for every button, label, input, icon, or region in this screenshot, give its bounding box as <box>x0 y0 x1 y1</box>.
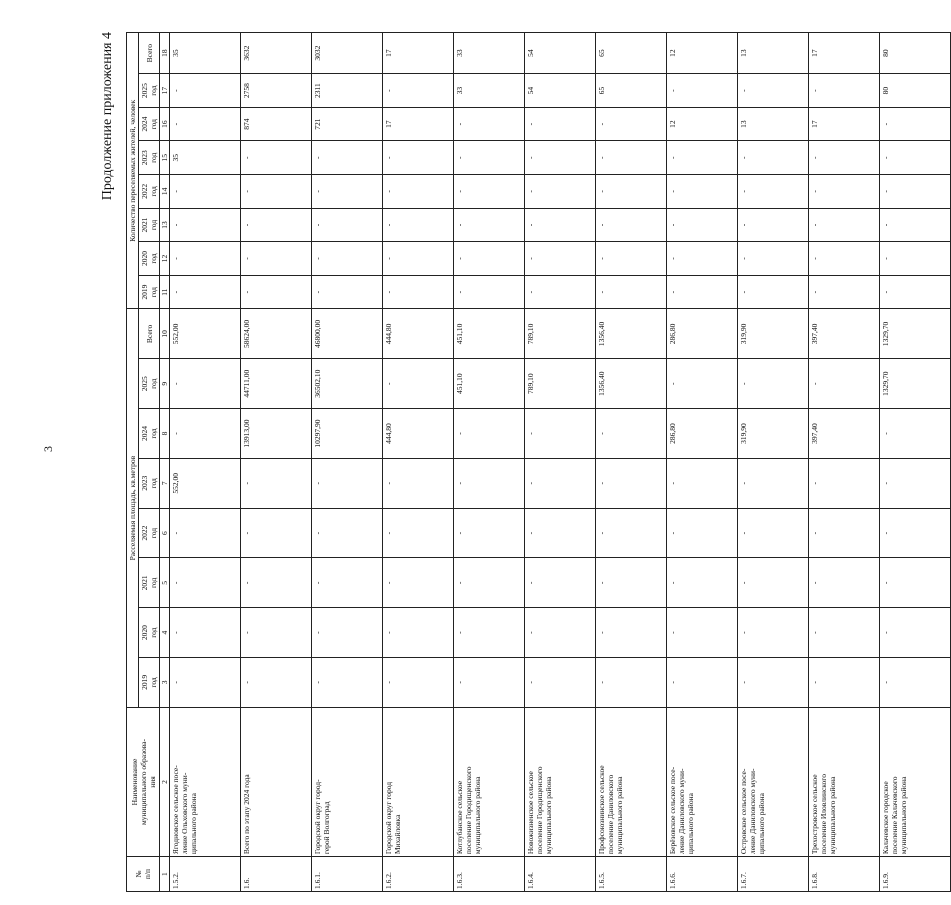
row-number: 1.6.7. <box>738 857 809 892</box>
people-value-cell: - <box>525 242 596 276</box>
area-value-cell: - <box>596 608 667 658</box>
header-area-year-7: 2025 год <box>139 359 160 409</box>
people-value-cell: - <box>880 175 951 209</box>
area-value-cell: - <box>383 359 454 409</box>
people-total-cell: 54 <box>525 33 596 74</box>
people-total-cell: 65 <box>596 33 667 74</box>
column-index-cell: 4 <box>160 608 170 658</box>
area-value-cell: - <box>454 508 525 558</box>
column-index-cell: 16 <box>160 107 170 141</box>
municipality-name: Новожизненское сельское поселение Городищенского муниципального района <box>525 707 596 856</box>
header-people-year-1: 2019 год <box>139 275 160 309</box>
people-value-cell: - <box>241 175 312 209</box>
people-value-cell: - <box>170 242 241 276</box>
table-row <box>809 33 880 892</box>
table-row <box>596 33 667 892</box>
area-value-cell: - <box>312 608 383 658</box>
people-value-cell: - <box>738 208 809 242</box>
area-value-cell: - <box>383 558 454 608</box>
column-index-row <box>160 33 170 892</box>
header-people-year-5: 2023 год <box>139 141 160 175</box>
area-value-cell: - <box>170 409 241 459</box>
people-value-cell: - <box>241 275 312 309</box>
people-value-cell: - <box>596 208 667 242</box>
page-number: 3 <box>41 446 55 452</box>
people-value-cell: - <box>383 275 454 309</box>
area-value-cell: - <box>525 458 596 508</box>
people-total-cell: 17 <box>383 33 454 74</box>
municipality-name: Калачевское городское поселение Калачевского муниципального района <box>880 707 951 856</box>
column-index-cell: 9 <box>160 359 170 409</box>
area-value-cell: - <box>596 658 667 708</box>
area-value-cell: - <box>525 409 596 459</box>
people-value-cell: - <box>170 275 241 309</box>
row-number: 1.6.6. <box>667 857 738 892</box>
area-total-cell: 789,10 <box>525 309 596 359</box>
people-value-cell: - <box>880 208 951 242</box>
people-value-cell: - <box>454 208 525 242</box>
header-number: № п/п <box>127 857 160 892</box>
area-value-cell: 286,80 <box>667 409 738 459</box>
municipality-name: Котлубанское сельское поселение Городищенского муниципального района <box>454 707 525 856</box>
municipality-name: Городской округ город Михайловка <box>383 707 454 856</box>
people-value-cell: - <box>738 175 809 209</box>
area-total-cell: 1329,70 <box>880 309 951 359</box>
area-value-cell: - <box>170 508 241 558</box>
people-value-cell: - <box>667 275 738 309</box>
area-value-cell: 1356,40 <box>596 359 667 409</box>
people-value-cell: - <box>667 74 738 108</box>
people-value-cell: - <box>525 275 596 309</box>
area-value-cell: - <box>525 558 596 608</box>
area-value-cell: - <box>880 608 951 658</box>
area-value-cell: - <box>525 608 596 658</box>
people-value-cell: 65 <box>596 74 667 108</box>
area-total-cell: 58624,00 <box>241 309 312 359</box>
area-value-cell: - <box>170 359 241 409</box>
people-value-cell: 874 <box>241 107 312 141</box>
area-value-cell: - <box>170 558 241 608</box>
column-index-cell: 10 <box>160 309 170 359</box>
people-value-cell: - <box>170 208 241 242</box>
area-value-cell: - <box>596 458 667 508</box>
area-value-cell: - <box>312 558 383 608</box>
column-index-cell: 17 <box>160 74 170 108</box>
area-value-cell: - <box>525 658 596 708</box>
table-row <box>738 33 809 892</box>
people-value-cell: - <box>454 242 525 276</box>
header-people-group: Количество переселяемых жителей, человек <box>127 33 139 309</box>
column-index-cell: 15 <box>160 141 170 175</box>
header-people-year-6: 2024 год <box>139 107 160 141</box>
table-row <box>383 33 454 892</box>
municipality-name: Трехостровское сельское поселение Иловлинского муниципального района <box>809 707 880 856</box>
people-value-cell: 33 <box>454 74 525 108</box>
column-index-cell: 8 <box>160 409 170 459</box>
area-value-cell: - <box>454 608 525 658</box>
row-number: 1.6.8. <box>809 857 880 892</box>
area-value-cell: 13913,00 <box>241 409 312 459</box>
people-value-cell: 2758 <box>241 74 312 108</box>
people-value-cell: - <box>241 208 312 242</box>
area-value-cell: - <box>596 409 667 459</box>
people-value-cell: - <box>383 74 454 108</box>
column-index-cell: 13 <box>160 208 170 242</box>
row-number: 1.6.1. <box>312 857 383 892</box>
area-total-cell: 552,00 <box>170 309 241 359</box>
header-area-year-1: 2019 год <box>139 658 160 708</box>
column-index-cell: 5 <box>160 558 170 608</box>
people-value-cell: - <box>738 141 809 175</box>
people-value-cell: - <box>809 74 880 108</box>
people-value-cell: - <box>596 275 667 309</box>
area-value-cell: - <box>667 558 738 608</box>
people-value-cell: 35 <box>170 141 241 175</box>
people-value-cell: - <box>454 107 525 141</box>
header-area-total: Всего <box>139 309 160 359</box>
header-area-year-4: 2022 год <box>139 508 160 558</box>
header-municipality-name: Наименование муниципального образова- ния <box>127 707 160 856</box>
people-total-cell: 3032 <box>312 33 383 74</box>
area-value-cell: 10297,90 <box>312 409 383 459</box>
people-value-cell: - <box>454 275 525 309</box>
area-value-cell: - <box>809 658 880 708</box>
people-value-cell: - <box>880 242 951 276</box>
people-value-cell: 17 <box>383 107 454 141</box>
people-value-cell: - <box>312 275 383 309</box>
table-row <box>525 33 596 892</box>
people-total-cell: 35 <box>170 33 241 74</box>
area-value-cell: - <box>454 458 525 508</box>
people-value-cell: - <box>809 275 880 309</box>
header-people-year-7: 2025 год <box>139 74 160 108</box>
people-total-cell: 80 <box>880 33 951 74</box>
area-total-cell: 444,80 <box>383 309 454 359</box>
area-value-cell: - <box>880 458 951 508</box>
header-people-year-3: 2021 год <box>139 208 160 242</box>
people-value-cell: - <box>880 275 951 309</box>
municipality-name: Островское сельское посе- ление Даниловского муни- ципального района <box>738 707 809 856</box>
people-value-cell: - <box>170 175 241 209</box>
resettlement-table <box>126 32 951 892</box>
area-value-cell: - <box>738 359 809 409</box>
area-total-cell: 319,90 <box>738 309 809 359</box>
area-value-cell: - <box>312 458 383 508</box>
people-total-cell: 33 <box>454 33 525 74</box>
header-area-year-3: 2021 год <box>139 558 160 608</box>
table-row <box>667 33 738 892</box>
area-value-cell: - <box>454 409 525 459</box>
row-number: 1.6.3. <box>454 857 525 892</box>
row-number: 1.6.5. <box>596 857 667 892</box>
municipality-name: Профсоюзнинское сельское поселение Даниловского муниципального района <box>596 707 667 856</box>
area-value-cell: - <box>667 658 738 708</box>
people-value-cell: - <box>312 242 383 276</box>
people-value-cell: 80 <box>880 74 951 108</box>
header-people-year-4: 2022 год <box>139 175 160 209</box>
area-total-cell: 46800,00 <box>312 309 383 359</box>
area-value-cell: - <box>880 558 951 608</box>
area-value-cell: - <box>880 409 951 459</box>
people-value-cell: - <box>809 208 880 242</box>
area-value-cell: - <box>525 508 596 558</box>
column-index-cell: 11 <box>160 275 170 309</box>
people-value-cell: - <box>809 175 880 209</box>
area-value-cell: - <box>738 558 809 608</box>
header-area-group: Расселяемая площадь, кв.метров <box>127 309 139 707</box>
people-value-cell: - <box>667 175 738 209</box>
table-row <box>880 33 951 892</box>
row-number: 1.6.2. <box>383 857 454 892</box>
people-value-cell: - <box>241 242 312 276</box>
area-value-cell: - <box>383 658 454 708</box>
area-value-cell: - <box>880 508 951 558</box>
area-value-cell: - <box>667 359 738 409</box>
area-value-cell: - <box>312 508 383 558</box>
area-value-cell: - <box>241 508 312 558</box>
area-value-cell: 1329,70 <box>880 359 951 409</box>
area-value-cell: - <box>880 658 951 708</box>
people-value-cell: - <box>880 107 951 141</box>
area-value-cell: - <box>383 458 454 508</box>
area-value-cell: - <box>241 658 312 708</box>
municipality-name: Берёзовское сельское посе- ление Даниловского муни- ципального района <box>667 707 738 856</box>
people-value-cell: - <box>312 208 383 242</box>
area-value-cell: 789,10 <box>525 359 596 409</box>
people-value-cell: - <box>525 107 596 141</box>
rotated-landscape-content <box>100 32 908 892</box>
area-value-cell: 444,80 <box>383 409 454 459</box>
people-value-cell: 13 <box>738 107 809 141</box>
area-value-cell: - <box>454 658 525 708</box>
people-value-cell: - <box>738 275 809 309</box>
area-value-cell: - <box>170 608 241 658</box>
municipality-name: Ягодновское сельское посе- ление Ольховского муни- ципального района <box>170 707 241 856</box>
area-value-cell: - <box>241 458 312 508</box>
area-value-cell: - <box>809 558 880 608</box>
area-value-cell: - <box>738 458 809 508</box>
people-value-cell: - <box>667 242 738 276</box>
area-value-cell: - <box>738 658 809 708</box>
table-row <box>241 33 312 892</box>
people-value-cell: 2311 <box>312 74 383 108</box>
people-value-cell: 17 <box>809 107 880 141</box>
area-total-cell: 451,10 <box>454 309 525 359</box>
people-value-cell: - <box>596 141 667 175</box>
area-value-cell: - <box>596 508 667 558</box>
people-value-cell: - <box>241 141 312 175</box>
column-index-cell: 14 <box>160 175 170 209</box>
area-value-cell: - <box>170 658 241 708</box>
people-value-cell: - <box>383 141 454 175</box>
area-value-cell: - <box>241 608 312 658</box>
area-value-cell: - <box>809 508 880 558</box>
municipality-name: Городской округ город- герой Волгоград <box>312 707 383 856</box>
people-total-cell: 12 <box>667 33 738 74</box>
table-body <box>170 33 951 892</box>
people-value-cell: 54 <box>525 74 596 108</box>
table-row <box>312 33 383 892</box>
row-number: 1.6. <box>241 857 312 892</box>
row-number: 1.6.9. <box>880 857 951 892</box>
people-value-cell: - <box>667 141 738 175</box>
area-total-cell: 286,80 <box>667 309 738 359</box>
appendix-caption: Продолжение приложения 4 <box>100 32 115 201</box>
people-value-cell: - <box>454 175 525 209</box>
area-value-cell: - <box>667 608 738 658</box>
people-value-cell: - <box>525 208 596 242</box>
column-index-cell: 2 <box>160 707 170 856</box>
people-value-cell: - <box>383 175 454 209</box>
people-value-cell: 12 <box>667 107 738 141</box>
column-index-cell: 3 <box>160 658 170 708</box>
people-value-cell: 721 <box>312 107 383 141</box>
table-row <box>170 33 241 892</box>
people-value-cell: - <box>525 175 596 209</box>
area-value-cell: 319,90 <box>738 409 809 459</box>
area-value-cell: 451,10 <box>454 359 525 409</box>
people-value-cell: - <box>738 242 809 276</box>
area-value-cell: - <box>241 558 312 608</box>
table-row <box>454 33 525 892</box>
people-value-cell: - <box>880 141 951 175</box>
people-value-cell: - <box>383 208 454 242</box>
area-value-cell: 552,00 <box>170 458 241 508</box>
column-index-cell: 7 <box>160 458 170 508</box>
area-value-cell: - <box>809 458 880 508</box>
area-value-cell: - <box>383 508 454 558</box>
header-area-year-6: 2024 год <box>139 409 160 459</box>
people-value-cell: - <box>738 74 809 108</box>
people-value-cell: - <box>312 141 383 175</box>
area-value-cell: - <box>383 608 454 658</box>
header-people-year-2: 2020 год <box>139 242 160 276</box>
people-value-cell: - <box>170 74 241 108</box>
row-number: 1.6.4. <box>525 857 596 892</box>
column-index-cell: 12 <box>160 242 170 276</box>
area-value-cell: - <box>667 458 738 508</box>
people-value-cell: - <box>596 175 667 209</box>
people-value-cell: - <box>596 107 667 141</box>
area-value-cell: - <box>312 658 383 708</box>
area-value-cell: - <box>454 558 525 608</box>
header-area-year-5: 2023 год <box>139 458 160 508</box>
area-value-cell: - <box>809 608 880 658</box>
people-total-cell: 3632 <box>241 33 312 74</box>
row-number: 1.5.2. <box>170 857 241 892</box>
header-people-total: Всего <box>139 33 160 74</box>
area-value-cell: - <box>738 508 809 558</box>
people-value-cell: - <box>667 208 738 242</box>
column-index-cell: 1 <box>160 857 170 892</box>
column-index-cell: 6 <box>160 508 170 558</box>
area-value-cell: 44711,00 <box>241 359 312 409</box>
area-value-cell: - <box>809 359 880 409</box>
people-value-cell: - <box>454 141 525 175</box>
people-value-cell: - <box>383 242 454 276</box>
municipality-name: Всего по этапу 2024 года <box>241 707 312 856</box>
area-value-cell: - <box>667 508 738 558</box>
people-value-cell: - <box>170 107 241 141</box>
people-value-cell: - <box>809 141 880 175</box>
area-value-cell: - <box>596 558 667 608</box>
column-index-cell: 18 <box>160 33 170 74</box>
people-value-cell: - <box>809 242 880 276</box>
people-value-cell: - <box>596 242 667 276</box>
people-total-cell: 17 <box>809 33 880 74</box>
area-value-cell: - <box>738 608 809 658</box>
people-value-cell: - <box>525 141 596 175</box>
people-total-cell: 13 <box>738 33 809 74</box>
header-area-year-2: 2020 год <box>139 608 160 658</box>
people-value-cell: - <box>312 175 383 209</box>
area-total-cell: 397,40 <box>809 309 880 359</box>
area-value-cell: 397,40 <box>809 409 880 459</box>
area-total-cell: 1356,40 <box>596 309 667 359</box>
area-value-cell: 36502,10 <box>312 359 383 409</box>
